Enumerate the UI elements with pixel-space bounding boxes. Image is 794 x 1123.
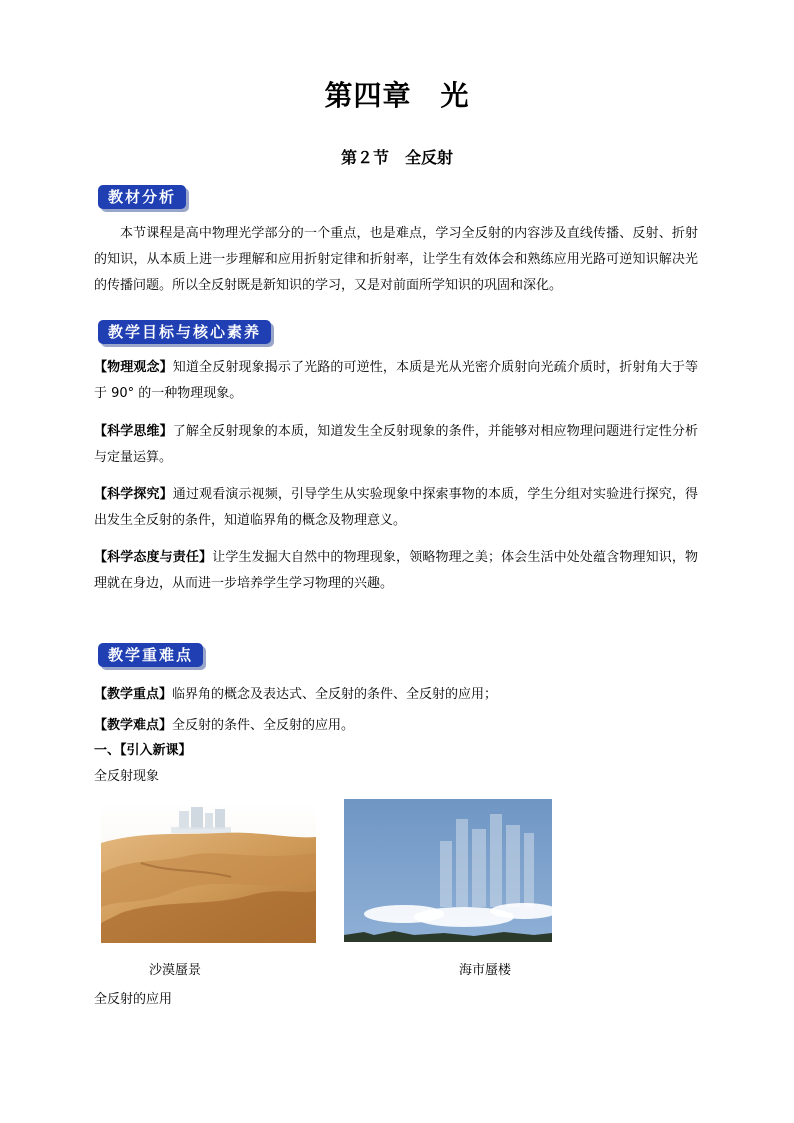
objective-label: 【物理观念】 bbox=[94, 360, 173, 375]
key-point-text: 临界角的概念及表达式、全反射的条件、全反射的应用； bbox=[172, 687, 498, 702]
objective-item bbox=[94, 355, 698, 407]
objective-text: 让学生发掘大自然中的物理现象，领略物理之美；体会生活中处处蕴含物理知识，物理就在身边，从而进一步培养学生学习物理的兴趣。 bbox=[94, 550, 698, 591]
objective-label: 【科学态度与责任】 bbox=[94, 550, 213, 565]
desert-mirage-image bbox=[101, 803, 316, 943]
application-label: 全反射的应用 bbox=[94, 992, 173, 1007]
difficulty-label: 【教学难点】 bbox=[94, 718, 173, 733]
intro-heading: 一、【引入新课】 bbox=[94, 743, 192, 758]
analysis-paragraph: 本节课程是高中物理光学部分的一个重点，也是难点，学习全反射的内容涉及直线传播、反射、折射的知识，从本质上进一步理解和应用折射定律和折射率，让学生有效体会和熟练应用光路可逆知识解决光的传播问题。所以全反射既是新知识的学习，又是对前面所学知识的巩固和深化。 bbox=[94, 226, 698, 293]
objective-label: 【科学探究】 bbox=[94, 487, 173, 502]
objective-item bbox=[94, 545, 698, 597]
key-point-label: 【教学重点】 bbox=[94, 687, 173, 702]
section-badge-objectives: 教学目标与核心素养 bbox=[98, 320, 271, 344]
phenomenon-label: 全反射现象 bbox=[94, 769, 160, 784]
figure-caption: 海市蜃楼 bbox=[459, 963, 512, 978]
objective-text: 通过观看演示视频，引导学生从实验现象中探索事物的本质，学生分组对实验进行探究，得出发生全反射的条件，知道临界角的概念及物理意义。 bbox=[94, 487, 698, 528]
section-badge-keypoints: 教学重难点 bbox=[98, 643, 203, 667]
objective-item bbox=[94, 419, 698, 471]
difficulty-text: 全反射的条件、全反射的应用。 bbox=[172, 718, 355, 733]
section-badge-analysis: 教材分析 bbox=[98, 185, 186, 209]
objective-text: 知道全反射现象揭示了光路的可逆性，本质是光从光密介质射向光疏介质时，折射角大于等于 90° 的一种物理现象。 bbox=[94, 360, 698, 401]
objective-label: 【科学思维】 bbox=[94, 424, 173, 439]
key-point-line bbox=[94, 683, 497, 702]
objective-text: 了解全反射现象的本质，知道发生全反射现象的条件，并能够对相应物理问题进行定性分析与定量运算。 bbox=[94, 424, 698, 465]
chapter-title: 第四章 光 bbox=[324, 79, 470, 112]
objective-item bbox=[94, 482, 698, 534]
sea-mirage-image bbox=[344, 799, 552, 942]
figure-caption: 沙漠蜃景 bbox=[149, 963, 202, 978]
difficulty-line bbox=[94, 714, 354, 733]
section-title: 第２节 全反射 bbox=[340, 148, 453, 167]
